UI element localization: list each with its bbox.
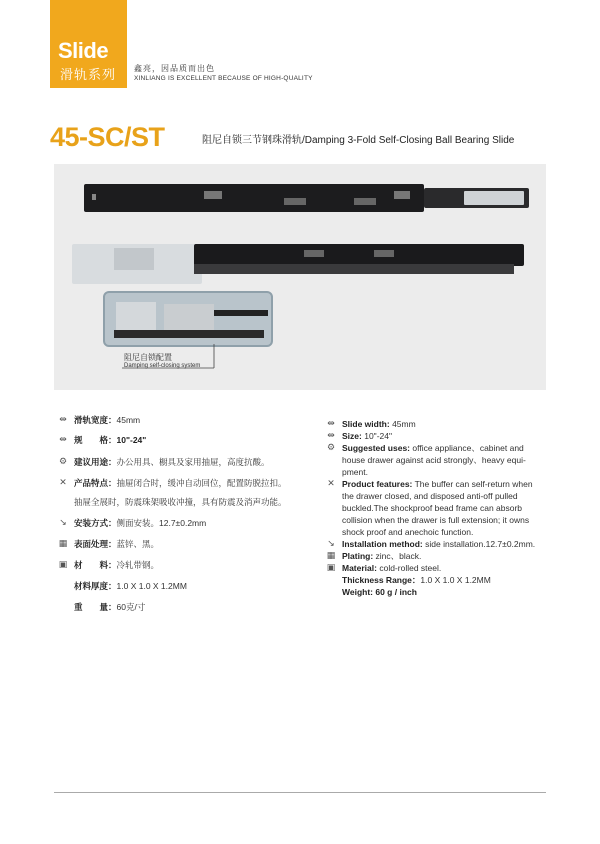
spec-value: 1.0 X 1.0 X 1.2MM <box>420 575 491 585</box>
spec-value: the drawer closed, and disposed anti-off pulled <box>342 491 518 501</box>
spec-value: 10"-24" <box>364 431 392 441</box>
gear-icon: ⚙ <box>326 442 336 452</box>
spec-label: 材 料： <box>74 560 117 570</box>
surface-icon: ▦ <box>326 550 336 560</box>
spec-value: buckled.The shockproof bead frame can absorb <box>342 503 523 513</box>
brand-name-cn: 滑轨系列 <box>60 67 117 82</box>
screwdriver-icon: ↘ <box>327 538 335 548</box>
spec-label: Product features: <box>342 479 413 489</box>
spec-value: The buffer can self-return when <box>414 479 533 489</box>
spec-value: 1.0 X 1.0 X 1.2MM <box>116 581 187 591</box>
brand-name-en: Slide <box>58 38 109 63</box>
specs-en <box>326 418 554 608</box>
callout-label-en: Damping self-closing system <box>124 363 201 369</box>
spec-label: 建议用途： <box>74 457 117 467</box>
ruler-icon: ⇹ <box>59 434 67 444</box>
spec-label: 安装方式： <box>74 518 117 528</box>
material-icon: ▣ <box>326 562 336 572</box>
spec-value: side installation.12.7±0.2mm. <box>425 539 536 549</box>
footer-divider <box>54 792 546 793</box>
spec-value: zinc、black. <box>375 551 422 561</box>
product-code: 45-SC/ST <box>50 122 165 152</box>
spec-value: 抽屉全展时，防震珠架吸收冲撞，具有防震及消声功能。 <box>74 497 287 507</box>
spec-label: Plating: <box>342 551 374 561</box>
spec-label: Suggested uses: <box>342 443 411 453</box>
spec-label: Slide width: <box>342 419 390 429</box>
spec-value: house drawer against acid strongly、heavy equi- <box>342 455 526 465</box>
spec-value: 45mm <box>392 419 416 429</box>
spec-value: 冷轧带钢。 <box>116 560 160 570</box>
spec-label: 表面处理： <box>74 539 117 549</box>
spec-value: collision when the drawer is full extension; it owns <box>342 515 530 525</box>
spec-value: 45mm <box>116 415 141 425</box>
spec-label: Weight: 60 g / inch <box>342 587 417 597</box>
spec-value: pment. <box>342 467 368 477</box>
spec-label: Installation method: <box>342 539 423 549</box>
surface-icon: ▦ <box>58 538 68 548</box>
spec-value: cold-rolled steel. <box>379 563 442 573</box>
product-title: 阻尼自锁三节钢珠滑轨/Damping 3-Fold Self-Closing Ball Bearing Slide <box>202 135 515 146</box>
spec-value: office appliance、cabinet and <box>412 443 524 453</box>
spec-label: Thickness Range： <box>342 575 421 585</box>
ruler-icon: ⇹ <box>327 418 335 428</box>
spec-value: shock proof and anechoic function. <box>342 527 474 537</box>
spec-label: 滑轨宽度： <box>74 415 117 425</box>
gear-icon: ⚙ <box>58 456 68 466</box>
spec-label: 规 格： <box>74 435 117 445</box>
brand-logo <box>50 0 127 88</box>
callout-label-cn: 阻尼自锁配置 <box>124 353 172 362</box>
spec-value: 60克/寸 <box>116 602 146 612</box>
spec-label: Material: <box>342 563 377 573</box>
spec-value: 蓝锌、黑。 <box>116 539 160 549</box>
spec-value: 抽屉闭合时，缓冲自动回位，配置防脱拉扣。 <box>116 478 287 488</box>
spec-value: 10"-24" <box>116 435 147 445</box>
specs-cn <box>58 414 298 614</box>
tools-icon: ✕ <box>59 477 67 487</box>
ruler-icon: ⇹ <box>59 414 67 424</box>
spec-label: 产品特点： <box>74 478 117 488</box>
screwdriver-icon: ↘ <box>59 517 67 527</box>
material-icon: ▣ <box>58 559 68 569</box>
slogan-cn: 鑫亮，因品质而出色 <box>134 64 215 73</box>
spec-label: Size: <box>342 431 362 441</box>
spec-label: 材料厚度： <box>74 581 117 591</box>
spec-value: 办公用具、橱具及家用抽屉，高度抗酸。 <box>116 457 270 467</box>
ruler-icon: ⇹ <box>327 430 335 440</box>
spec-label: 重 量： <box>74 602 117 612</box>
slogan-en: XINLIANG IS EXCELLENT BECAUSE OF HIGH-QUALITY <box>134 75 313 82</box>
tools-icon: ✕ <box>327 478 335 488</box>
spec-value: 侧面安装。12.7±0.2mm <box>116 518 207 528</box>
